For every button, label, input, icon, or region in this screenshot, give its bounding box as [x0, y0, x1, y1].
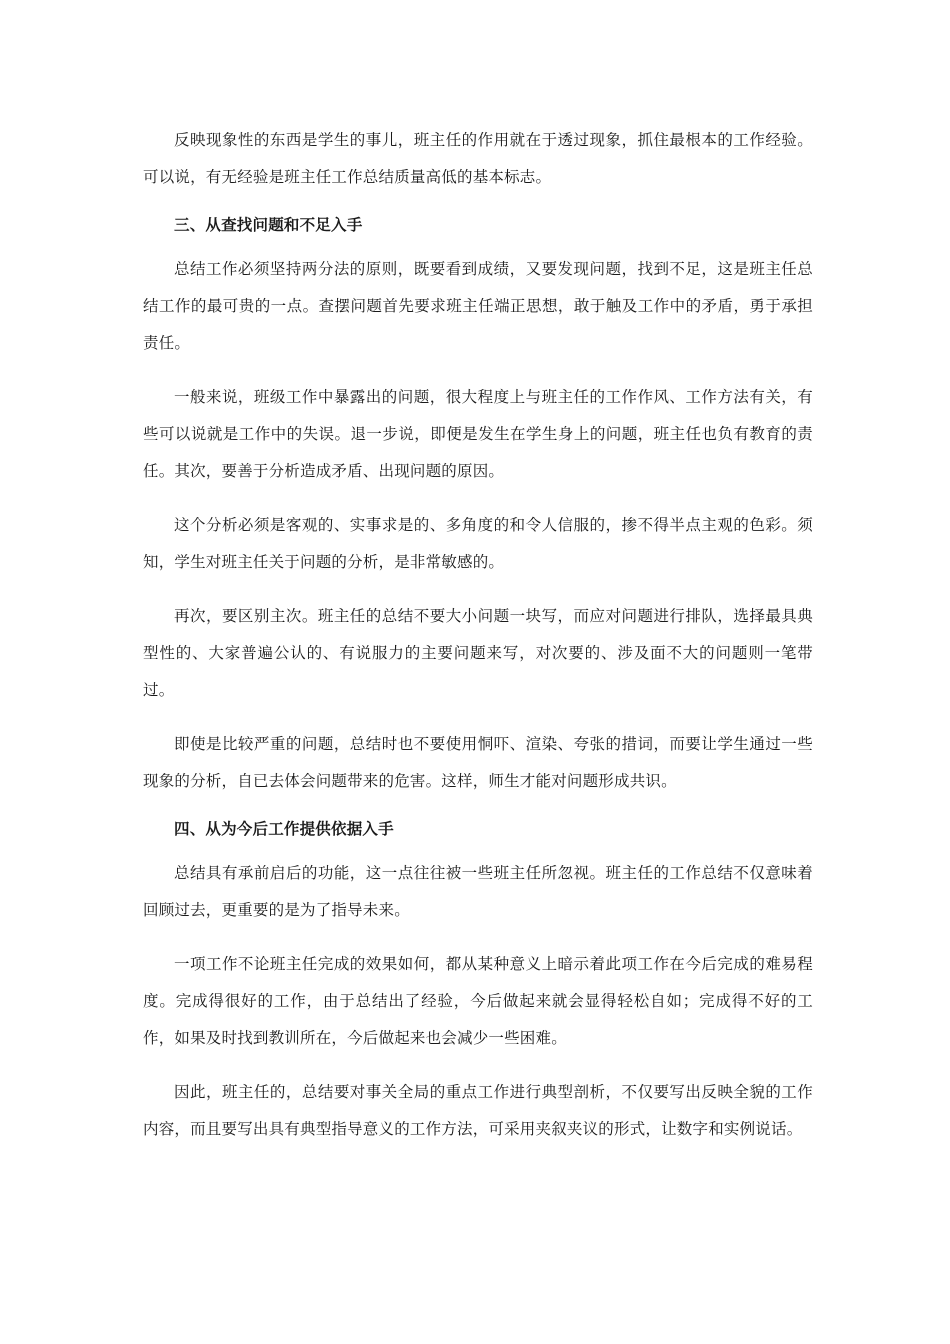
- section-heading-3: 三、从查找问题和不足入手: [174, 215, 363, 234]
- paragraph-1: 反映现象性的东西是学生的事儿，班主任的作用就在于透过现象，抓住最根本的工作经验。可以说，有无经验是班主任工作总结质量高低的基本标志。: [143, 131, 813, 186]
- paragraph-4: 这个分析必须是客观的、实事求是的、多角度的和令人信服的，掺不得半点主观的色彩。须知，学生对班主任关于问题的分析，是非常敏感的。: [143, 516, 813, 571]
- paragraph-9: 因此，班主任的，总结要对事关全局的重点工作进行典型剖析，不仅要写出反映全貌的工作内容，而且要写出具有典型指导意义的工作方法，可采用夹叙夹议的形式，让数字和实例说话。: [143, 1083, 813, 1138]
- paragraph-5: 再次，要区别主次。班主任的总结不要大小问题一块写，而应对问题进行排队，选择最具典型性的、大家普遍公认的、有说服力的主要问题来写，对次要的、涉及面不大的问题则一笔带过。: [143, 607, 813, 699]
- document-page: [143, 122, 813, 1165]
- paragraph-3: 一般来说，班级工作中暴露出的问题，很大程度上与班主任的工作作风、工作方法有关，有些可以说就是工作中的失误。退一步说，即便是发生在学生身上的问题，班主任也负有教育的责任。其次，要善于分析造成矛盾、出现问题的原因。: [143, 388, 813, 480]
- section-heading-4: 四、从为今后工作提供依据入手: [174, 819, 394, 838]
- paragraph-6: 即使是比较严重的问题，总结时也不要使用恫吓、渲染、夸张的措词，而要让学生通过一些现象的分析，自已去体会问题带来的危害。这样，师生才能对问题形成共识。: [143, 735, 813, 790]
- paragraph-7: 总结具有承前启后的功能，这一点往往被一些班主任所忽视。班主任的工作总结不仅意味着回顾过去，更重要的是为了指导未来。: [143, 864, 813, 919]
- paragraph-2: 总结工作必须坚持两分法的原则，既要看到成绩，又要发现问题，找到不足，这是班主任总结工作的最可贵的一点。查摆问题首先要求班主任端正思想，敢于触及工作中的矛盾，勇于承担责任。: [143, 260, 813, 352]
- paragraph-8: 一项工作不论班主任完成的效果如何，都从某种意义上暗示着此项工作在今后完成的难易程度。完成得很好的工作，由于总结出了经验，今后做起来就会显得轻松自如；完成得不好的工作，如果及时找到教训所在，今后做起来也会减少一些困难。: [143, 955, 813, 1047]
